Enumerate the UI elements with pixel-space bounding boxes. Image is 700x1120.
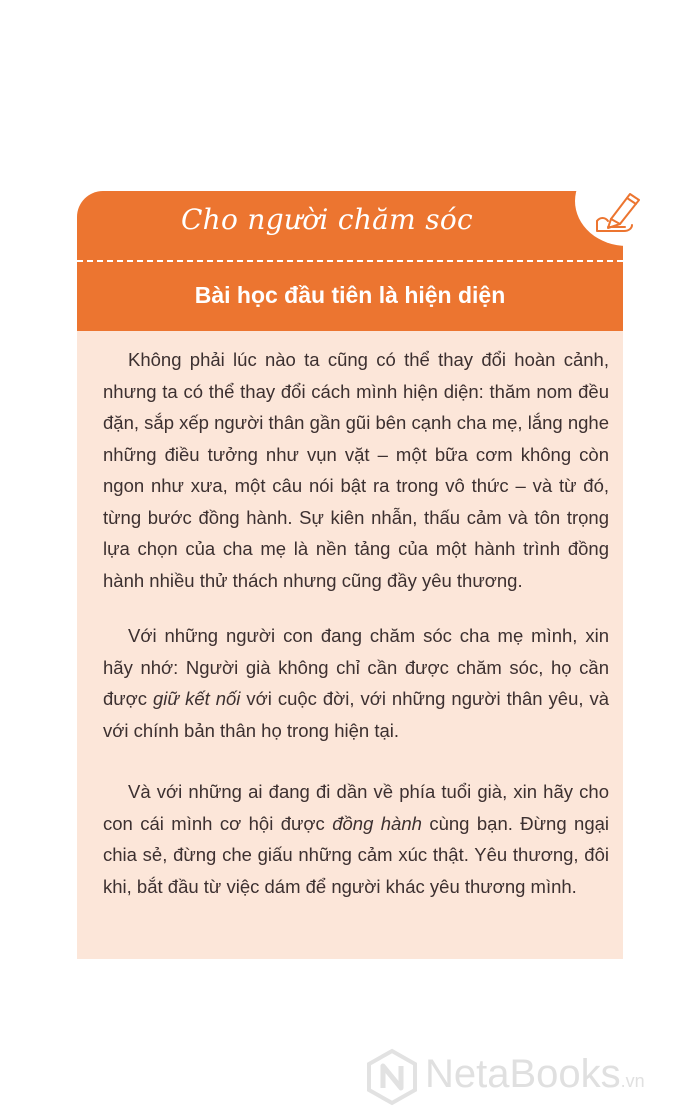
dashed-divider [77,260,623,262]
paragraph-2 [103,620,609,746]
caregiver-card [77,191,623,959]
pen-writing-icon [594,191,644,235]
watermark-text [425,1052,645,1097]
paragraph-2-text-end: với cuộc đời, với những người thân yêu, và với chính bản thân họ trong hiện tại. [103,688,609,741]
paragraph-3 [103,776,609,902]
paragraph-3-text: Và với những ai đang đi dần về phía tuổi già, xin hãy cho con cái mình cơ hội được [103,781,609,834]
watermark-suffix: .vn [620,1071,645,1091]
paragraph-3-emphasis: đồng hành [332,812,422,834]
netabooks-logo-icon [363,1048,421,1106]
paragraph-2-emphasis: giữ kết nối [153,688,241,709]
card-header [77,191,623,331]
netabooks-watermark [363,1048,693,1106]
card-title: Bài học đầu tiên là hiện diện [194,282,506,308]
paragraph-3-text-end: cùng bạn. Đừng ngại chia sẻ, đừng che giấu những cảm xúc thật. Yêu thương, đôi khi, bắt đầu từ việc dám để người khác yêu thương mình. [103,812,610,897]
section-eyebrow: Cho người chăm sóc [180,203,474,236]
paragraph-2-text: Với những người con đang chăm sóc cha mẹ mình, xin hãy nhớ: Người già không chỉ cần được chăm sóc, họ cần được [103,625,609,709]
card-body [77,331,623,959]
watermark-brand: NetaBooks [425,1052,621,1096]
paragraph-1: Không phải lúc nào ta cũng có thể thay đổi hoàn cảnh, nhưng ta có thể thay đổi cách mình hiện diện: thăm nom đều đặn, sắp xếp người thân gần gũi bên cạnh cha mẹ, lắng nghe những điều tưởng như vụn vặt – một bữa cơm không còn ngon như xưa, một câu nói bật ra trong vô thức – và từ đó, từng bước đồng hành. Sự kiên nhẫn, thấu cảm và tôn trọng lựa chọn của cha mẹ là nền tảng của một hành trình đồng hành nhiều thử thách nhưng cũng đầy yêu thương. [103,349,609,591]
